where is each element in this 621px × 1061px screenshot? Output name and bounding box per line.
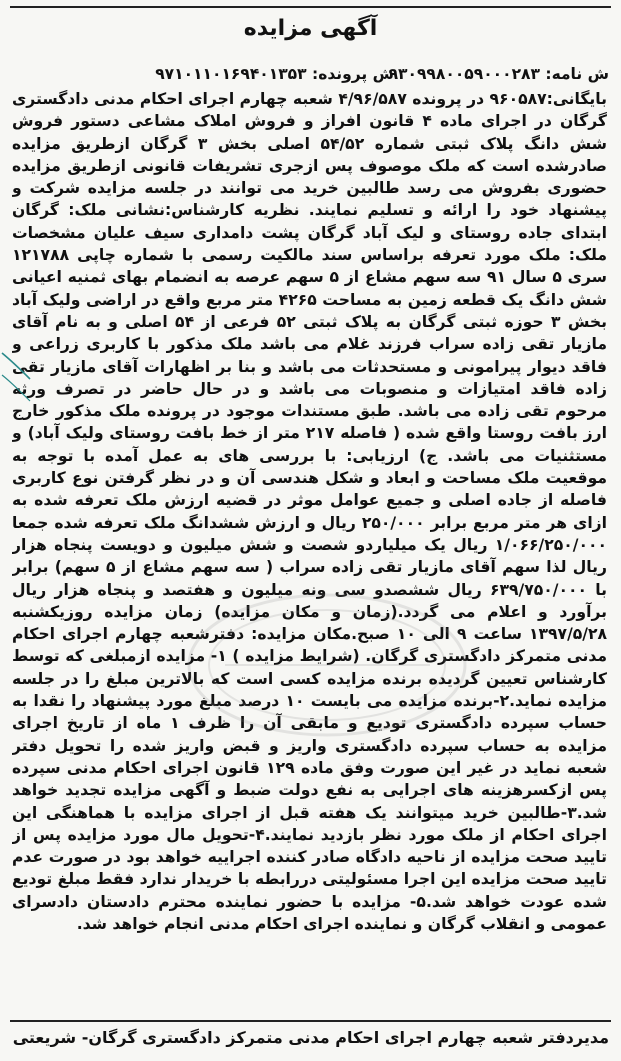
letter-number: ش نامه: ۹۳۰۹۹۸۰۰۵۹۰۰۰۲۸۳ [388,65,609,83]
notice-body: بایگانی:۹۶۰۵۸۷ در پرونده ۴/۹۶/۵۸۷ شعبه چهارم اجرای احکام مدنی دادگستری گرگان در اجرای ماده ۴ قانون افراز و فروش املاک مشاعی دستور فروش شش دانگ پلاک ثبتی شماره ۵۴/۵۲ اصلی بخش ۳ گرگان ازطریق مزایده صادرشده است که ملک موصوف پس ازجری تشریفات قانونی ازطریق مزایده حضوری بفروش می رسد طالبین خرید می توانند در جلسه مزایده شرکت و پیشنهاد خود را ارائه و تسلیم نمایند. نظریه کارشناس:نشانی ملک: گرگان ابتدای جاده روستای و لیک آباد گرگان پشت دامداری سیف علیان مشخصات ملک: ملک مورد تعرفه براساس سند مالکیت رسمی با شماره چاپی ۱۲۱۷۸۸ سری ۵ سال ۹۱ سه سهم مشاع از ۵ سهم عرصه به انضمام بهای ثمنیه اعیانی شش دانگ یک قطعه زمین به مساحت ۴۲۶۵ متر مربع واقع در اراضی ولیک آباد بخش ۳ حوزه ثبتی گرگان به پلاک ثبتی ۵۲ فرعی از ۵۴ اصلی و به نام آقای مازیار تقی زاده سراب فرزند غلام می باشد ملک مذکور با کاربری زراعی و فاقد دیوار پیرامونی و مستحدثات می باشد و بنا بر اظهارات آقای مازیار تقی زاده فاقد امتیازات و منصوبات می باشد و در حال حاضر در تصرف ورثه مرحوم تقی زاده می باشد. طبق مستندات موجود در پرونده ملک مذکور خارج ارز بافت روستا واقع شده ( فاصله ۲۱۷ متر از خط بافت روستای ولیک آباد) و مستثنیات می باشد. ج) ارزیابی: با بررسی های به عمل آمده با توجه به موقعیت ملک مساحت و ابعاد و شکل هندسی آن و در نظر گرفتن نوع کاربری فاصله از جاده اصلی و جمیع عوامل موثر در قضیه ارزش ملک تعرفه شده به ازای هر متر مربع برابر ۲۵۰/۰۰۰ ریال و ارزش ششدانگ ملک تعرفه شده جمعا ۱/۰۶۶/۲۵۰/۰۰۰ ریال یک میلیاردو شصت و شش میلیون و دویست پنجاه هزار ریال لذا سهم آقای مازیار تقی زاده سراب ( سه سهم مشاع از ۵ سهم) برابر با ۶۳۹/۷۵۰/۰۰۰ ریال ششصدو سی ونه میلیون و هفتصد و پنجاه هزار ریال برآورد و اعلام می گردد.(زمان و مکان مزایده) زمان مزایده روزیکشنبه ۱۳۹۷/۵/۲۸ ساعت ۹ الی ۱۰ صبح.مکان مزایده: دفترشعبه چهارم اجرای احکام مدنی متمرکز دادگستری گرگان. (شرایط مزایده ) ۱- مزایده ازمبلغی که توسط کارشناس تعیین گردیده برنده مزایده کسی است که بالاترین مبلغ را در جلسه مزایده نماید.۲-برنده مزایده می بایست ۱۰ درصد مبلغ مورد پیشنهاد را نقدا به حساب سپرده دادگستری تودیع و مابقی آن را ظرف ۱ ماه از تاریخ اجرای مزایده به حساب سپرده دادگستری واریز و قبض واریز شده را تحویل دفتر شعبه نماید در غیر این صورت وفق ماده ۱۲۹ قانون اجرای احکام مدنی سپرده پس ازکسرهزینه های اجرایی به نفع دولت ضبط و آگهی مزایده تجدید خواهد شد.۳-طالبین خرید میتوانند یک هفته قبل از اجرای مزایده با هماهنگی این اجرای احکام از ملک مورد نظر بازدید نمایند.۴-تحویل مال مورد مزایده پس از تایید صحت مزایده از ناحیه دادگاه صادر کننده اجراییه خواهد بود در صورت عدم تایید صحت مزایده این اجرا مسئولیتی دررابطه با خریدار ندارد فقط مبلغ تودیع شده عودت خواهد شد.۵- مزایده با حضور نماینده محترم دادستان دادسرای عمومی و انقلاب گرگان و نماینده اجرای احکام مدنی انجام خواهد شد. [12,90,607,933]
signature-line: مدیردفتر شعبه چهارم اجرای احکام مدنی متمرکز دادگستری گرگان- شریعتی [12,1028,609,1047]
top-rule [10,6,611,8]
reference-row [12,62,609,86]
page-title: آگهی مزایده [243,16,378,41]
case-number: ش پرونده: ۹۷۱۰۱۱۰۱۶۹۴۰۱۳۵۳ [155,65,394,83]
bottom-rule [10,1020,611,1022]
